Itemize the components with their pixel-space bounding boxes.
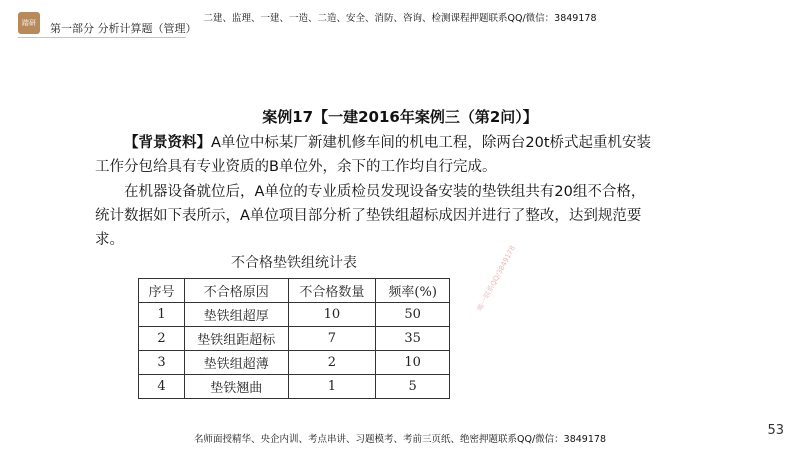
bottom-contact-notice: 名师面授精华、央企内训、考点串讲、习题模考、考前三页纸、绝密押题联系QQ/微信：3849178: [194, 434, 606, 445]
table-cell: 10: [288, 303, 376, 327]
table-cell: 1: [139, 303, 185, 327]
paragraph-1-text: A单位中标某厂新建机修车间的机电工程，除两台20t桥式起重机安装工作分包给具有专业资质的B单位外，余下的工作均自行完成。: [95, 135, 652, 175]
table-cell: 垫铁组超薄: [184, 351, 288, 375]
inspection-paragraph: [95, 180, 655, 252]
table-cell: 35: [376, 327, 450, 351]
background-label: 【背景资料】: [124, 135, 211, 151]
section-title: 第一部分 分析计算题（管理）: [50, 22, 197, 35]
table-cell: 5: [376, 375, 450, 399]
watermark: 唯一联系QQ/3849178: [475, 244, 518, 313]
table-row: [139, 303, 450, 327]
defect-stats-table: [138, 278, 450, 399]
table-cell: 7: [288, 327, 376, 351]
header-divider: [18, 37, 186, 38]
table-cell: 垫铁翘曲: [184, 375, 288, 399]
table-cell: 2: [139, 327, 185, 351]
table-cell: 垫铁组距超标: [184, 327, 288, 351]
table-header-row: [139, 279, 450, 303]
brand-logo: 踏研: [18, 12, 40, 34]
top-contact-notice: 二建、监理、一建、一造、二造、安全、消防、咨询、检测课程押题联系QQ/微信：3849178: [203, 13, 597, 24]
table-cell: 2: [288, 351, 376, 375]
table-cell: 垫铁组超厚: [184, 303, 288, 327]
header-cell: 不合格数量: [288, 279, 376, 303]
table-cell: 50: [376, 303, 450, 327]
page-number: 53: [767, 423, 784, 438]
header-cell: 不合格原因: [184, 279, 288, 303]
case-title: 案例17【一建2016年案例三（第2问）】: [262, 108, 538, 126]
header-cell: 序号: [139, 279, 185, 303]
table-cell: 4: [139, 375, 185, 399]
table-cell: 10: [376, 351, 450, 375]
table-caption: 不合格垫铁组统计表: [231, 255, 357, 271]
table-row: [139, 327, 450, 351]
table-row: [139, 375, 450, 399]
paragraph-2-text: 在机器设备就位后，A单位的专业质检员发现设备安装的垫铁组共有20组不合格，统计数据如下表所示，A单位项目部分析了垫铁组超标成因并进行了整改，达到规范要求。: [95, 184, 646, 248]
table-cell: 1: [288, 375, 376, 399]
background-paragraph: [95, 131, 655, 179]
table-cell: 3: [139, 351, 185, 375]
header-cell: 频率(%): [376, 279, 450, 303]
table-row: [139, 351, 450, 375]
